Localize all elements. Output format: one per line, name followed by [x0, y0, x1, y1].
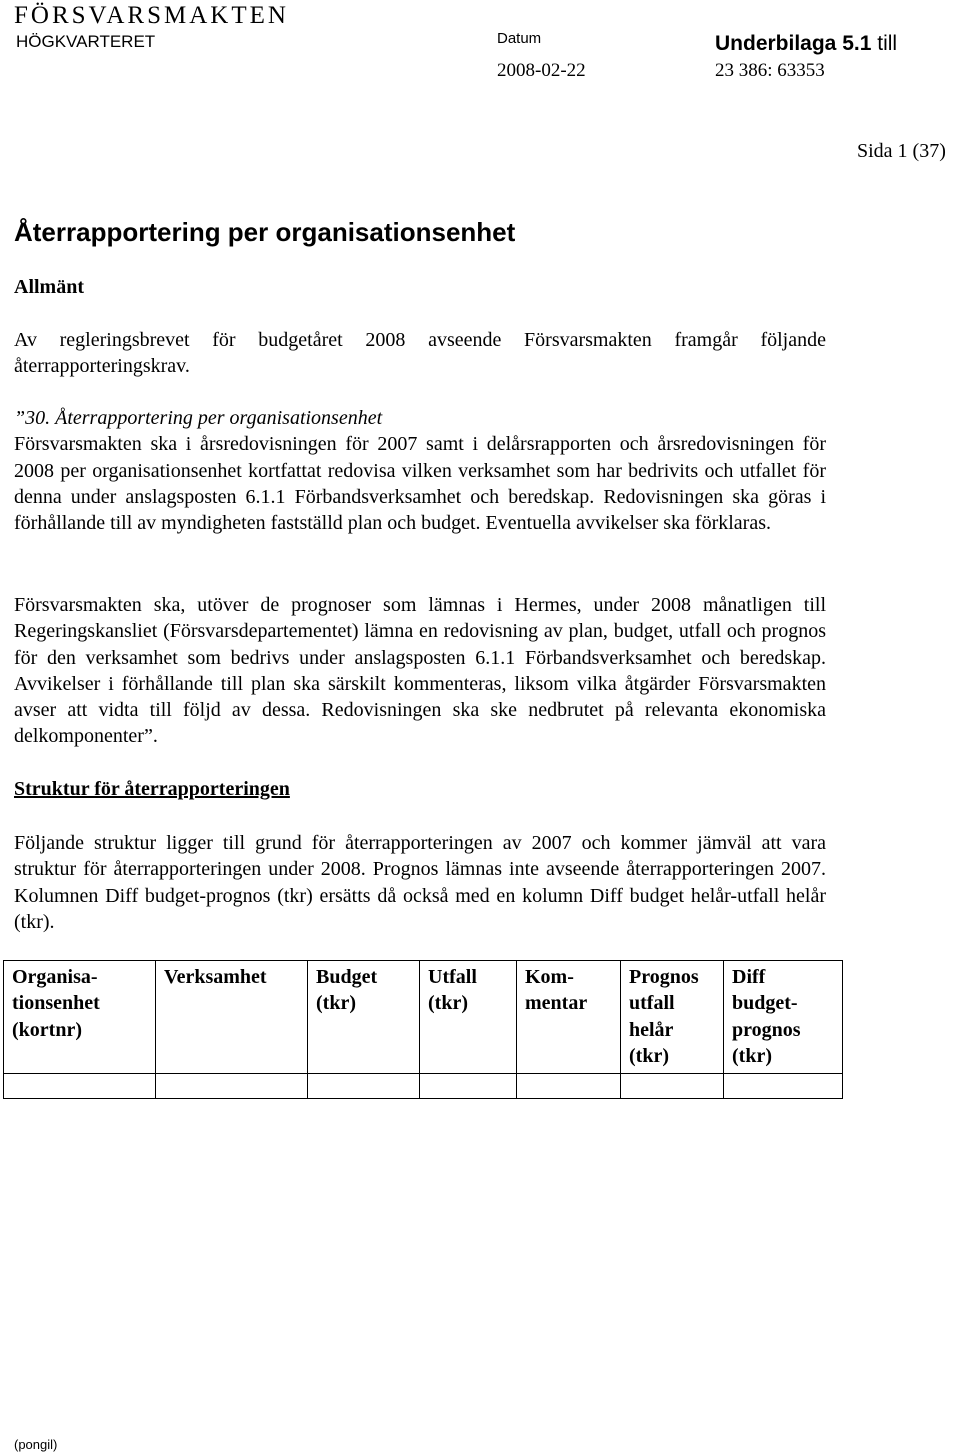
section-heading-general: Allmänt [14, 276, 84, 298]
intro-paragraph: Av regleringsbrevet för budgetåret 2008 avseende Försvarsmakten framgår följande återrapporteringskrav. [14, 329, 826, 378]
attachment-suffix: till [877, 32, 898, 55]
attachment-label: Underbilaga 5.1 [715, 32, 872, 55]
table-row [4, 1074, 843, 1099]
column-header-activity: Verksamhet [156, 961, 308, 1074]
quote-block [14, 405, 826, 536]
reference-number: 23 386: 63353 [715, 60, 825, 81]
date-label: Datum [497, 30, 542, 47]
structure-paragraph: Följande struktur ligger till grund för återrapporteringen av 2007 och kommer jämväl att vara struktur för återrapporteringen under 2008. Prognos lämnas inte avseende återrapporteringen 2007. Kolumnen Diff budget-prognos (tkr) ersätts då också med en kolumn Diff budget helår-utfall helår (tkr). [14, 832, 826, 933]
column-header-outcome: Utfall (tkr) [420, 961, 517, 1074]
attachment-heading [715, 32, 897, 56]
column-header-org-unit: Organisa- tionsenhet (kortnr) [4, 961, 156, 1074]
quote-body-continued: Försvarsmakten ska, utöver de prognoser som lämnas i Hermes, under 2008 månatligen till Regeringskansliet (Försvarsdepartementet) lämna en redovisning av plan, budget, utfall och prognos för den verksamhet som bedrivs under anslagsposten 6.1.1 Förbandsverksamhet och beredskap. Avvikelser i förhållande till plan ska särskilt kommenteras, liksom vilka åtgärder Försvarsmakten avser att vidta till följd av dessa. Redovisningen ska ske nedbrutet på relevanta ekonomiska delkomponenter”. [14, 594, 826, 748]
column-header-forecast: Prognos utfall helår (tkr) [621, 961, 724, 1074]
document-title: Återrapportering per organisationsenhet [14, 217, 516, 247]
column-header-comment: Kom- mentar [517, 961, 621, 1074]
column-header-budget: Budget (tkr) [308, 961, 420, 1074]
quote-body: Försvarsmakten ska i årsredovisningen för 2007 samt i delårsrapporten och årsredovisningen för 2008 per organisationsenhet kortfattat redovisa vilken verksamhet som har bedrivits och utfallet för denna under anslagsposten 6.1.1 Förbandsverksamhet och beredskap. Redovisningen ska göras i förhållande till av myndigheten fastställd plan och budget. Eventuella avvikelser ska förklaras. [14, 433, 826, 535]
document-date: 2008-02-22 [497, 60, 586, 81]
department-name: HÖGKVARTERET [16, 32, 156, 51]
page-indicator: Sida 1 (37) [857, 140, 946, 162]
column-header-diff: Diff budget- prognos (tkr) [724, 961, 843, 1074]
footer-code: (pongil) [14, 1437, 58, 1452]
organization-name: FÖRSVARSMAKTEN [14, 2, 289, 29]
quote-title: ”30. Återrapportering per organisationsenhet [14, 407, 383, 429]
table-header-row [4, 961, 843, 1074]
section-heading-structure: Struktur för återrapporteringen [14, 778, 290, 800]
reporting-structure-table [3, 960, 843, 1099]
